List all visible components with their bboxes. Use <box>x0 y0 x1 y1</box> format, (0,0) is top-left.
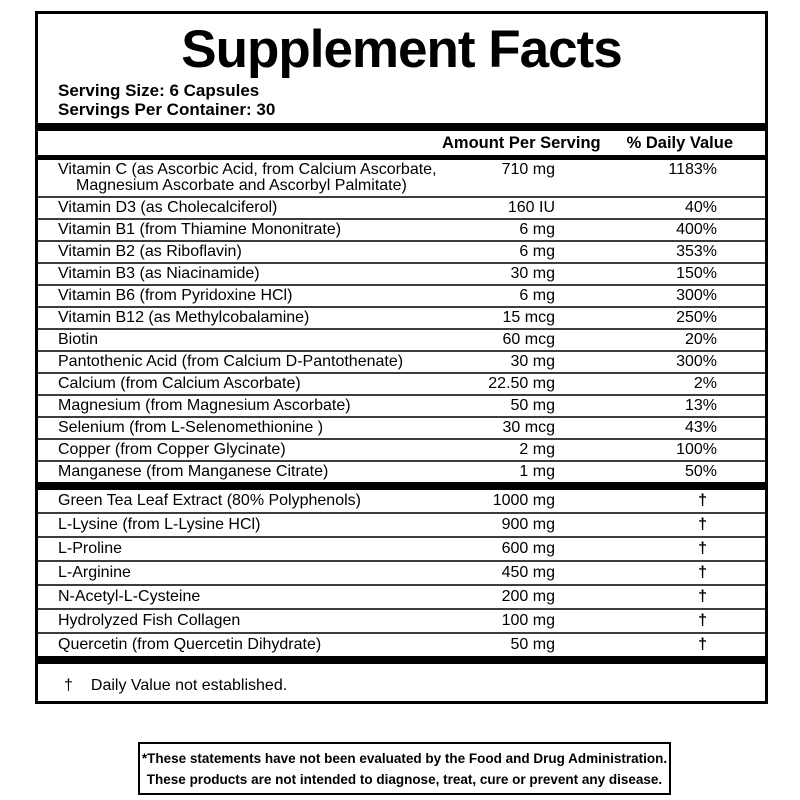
table-row <box>38 218 765 240</box>
nutrient-name: Vitamin C (as Ascorbic Acid, from Calcium Ascorbate, Magnesium Ascorbate and Ascorbyl Palmitate) <box>58 161 437 194</box>
table-row <box>38 512 765 536</box>
table-row <box>38 536 765 560</box>
table-row <box>38 284 765 306</box>
nutrient-amount: 2 mg <box>519 441 555 458</box>
nutrient-amount: 30 mg <box>510 353 555 370</box>
nutrient-table-main <box>38 160 765 482</box>
nutrient-daily-value: 43% <box>684 419 717 436</box>
nutrient-daily-value: 50% <box>684 463 717 480</box>
nutrient-daily-value: 300% <box>676 287 717 304</box>
nutrient-daily-value: 150% <box>676 265 717 282</box>
section-divider <box>38 123 765 131</box>
nutrient-amount: 30 mcg <box>502 419 555 436</box>
nutrient-amount: 200 mg <box>501 588 555 605</box>
nutrient-daily-value: † <box>698 636 707 653</box>
table-row <box>38 372 765 394</box>
nutrient-amount: 60 mcg <box>502 331 555 348</box>
nutrient-daily-value: † <box>698 588 707 605</box>
nutrient-amount: 600 mg <box>501 540 555 557</box>
table-row <box>38 350 765 372</box>
table-row <box>38 196 765 218</box>
nutrient-name: Pantothenic Acid (from Calcium D-Pantothenate) <box>58 353 404 370</box>
nutrient-daily-value: 2% <box>693 375 717 392</box>
nutrient-amount: 1 mg <box>519 463 555 480</box>
nutrient-amount: 1000 mg <box>492 492 555 509</box>
nutrient-amount: 50 mg <box>510 397 555 414</box>
dagger-symbol: † <box>64 677 73 694</box>
servings-per-container: Servings Per Container: 30 <box>58 100 276 119</box>
table-row <box>38 438 765 460</box>
supplement-facts-panel <box>35 11 768 704</box>
nutrient-amount: 900 mg <box>501 516 555 533</box>
nutrient-daily-value: 300% <box>676 353 717 370</box>
nutrient-name: Quercetin (from Quercetin Dihydrate) <box>58 636 322 653</box>
nutrient-name: Vitamin D3 (as Cholecalciferol) <box>58 199 278 216</box>
table-row <box>38 240 765 262</box>
nutrient-daily-value: † <box>698 564 707 581</box>
table-row <box>38 632 765 656</box>
nutrient-name: Copper (from Copper Glycinate) <box>58 441 286 458</box>
nutrient-daily-value: † <box>698 492 707 509</box>
nutrient-name: L-Lysine (from L-Lysine HCl) <box>58 516 261 533</box>
nutrient-name: L-Proline <box>58 540 123 557</box>
table-row <box>38 262 765 284</box>
nutrient-amount: 450 mg <box>501 564 555 581</box>
nutrient-name: Vitamin B2 (as Riboflavin) <box>58 243 242 260</box>
table-row <box>38 394 765 416</box>
table-row <box>38 306 765 328</box>
table-row <box>38 460 765 482</box>
serving-info <box>58 81 765 119</box>
disclaimer-line-1: *These statements have not been evaluated by the Food and Drug Administration. <box>141 750 668 766</box>
column-header-row <box>38 131 765 155</box>
amount-column-header: Amount Per Serving <box>441 133 601 152</box>
nutrient-daily-value: 13% <box>684 397 717 414</box>
nutrient-amount: 50 mg <box>510 636 555 653</box>
nutrient-name: Biotin <box>58 331 99 348</box>
nutrient-name: Hydrolyzed Fish Collagen <box>58 612 241 629</box>
nutrient-daily-value: † <box>698 612 707 629</box>
serving-size: Serving Size: 6 Capsules <box>58 81 260 100</box>
table-row <box>38 608 765 632</box>
nutrient-amount: 22.50 mg <box>488 375 555 392</box>
nutrient-name: L-Arginine <box>58 564 131 581</box>
nutrient-name: Selenium (from L-Selenomethionine ) <box>58 419 324 436</box>
nutrient-amount: 30 mg <box>510 265 555 282</box>
table-row <box>38 560 765 584</box>
nutrient-amount: 6 mg <box>519 287 555 304</box>
nutrient-daily-value: 100% <box>676 441 717 458</box>
nutrient-amount: 100 mg <box>501 612 555 629</box>
table-row <box>38 490 765 512</box>
section-divider <box>38 482 765 490</box>
nutrient-daily-value: 400% <box>676 221 717 238</box>
daily-value-column-header: % Daily Value <box>626 133 733 152</box>
page-title: Supplement Facts <box>181 20 622 79</box>
nutrient-name: Magnesium (from Magnesium Ascorbate) <box>58 397 351 414</box>
nutrient-amount: 6 mg <box>519 243 555 260</box>
table-row <box>38 416 765 438</box>
nutrient-name: Calcium (from Calcium Ascorbate) <box>58 375 301 392</box>
table-row <box>38 328 765 350</box>
nutrient-table-blend <box>38 490 765 656</box>
nutrient-amount: 15 mcg <box>502 309 555 326</box>
table-row <box>38 160 765 196</box>
nutrient-name: Vitamin B12 (as Methylcobalamine) <box>58 309 310 326</box>
nutrient-amount: 710 mg <box>501 161 555 178</box>
nutrient-daily-value: † <box>698 540 707 557</box>
nutrient-daily-value: 353% <box>676 243 717 260</box>
nutrient-amount: 160 IU <box>507 199 555 216</box>
nutrient-amount: 6 mg <box>519 221 555 238</box>
table-row <box>38 584 765 608</box>
nutrient-name: Vitamin B1 (from Thiamine Mononitrate) <box>58 221 342 238</box>
disclaimer-box <box>138 742 671 795</box>
disclaimer-line-2: These products are not intended to diagnose, treat, cure or prevent any disease. <box>146 771 663 787</box>
nutrient-name: N-Acetyl-L-Cysteine <box>58 588 201 605</box>
nutrient-daily-value: 250% <box>676 309 717 326</box>
nutrient-name: Vitamin B3 (as Niacinamide) <box>58 265 260 282</box>
footnote <box>38 664 765 695</box>
footnote-text: Daily Value not established. <box>90 677 288 694</box>
nutrient-daily-value: 1183% <box>668 161 717 178</box>
nutrient-daily-value: 20% <box>684 331 717 348</box>
nutrient-name: Manganese (from Manganese Citrate) <box>58 463 329 480</box>
nutrient-name: Vitamin B6 (from Pyridoxine HCl) <box>58 287 293 304</box>
section-divider <box>38 656 765 664</box>
nutrient-daily-value: 40% <box>684 199 717 216</box>
nutrient-name: Green Tea Leaf Extract (80% Polyphenols) <box>58 492 361 509</box>
nutrient-daily-value: † <box>698 516 707 533</box>
